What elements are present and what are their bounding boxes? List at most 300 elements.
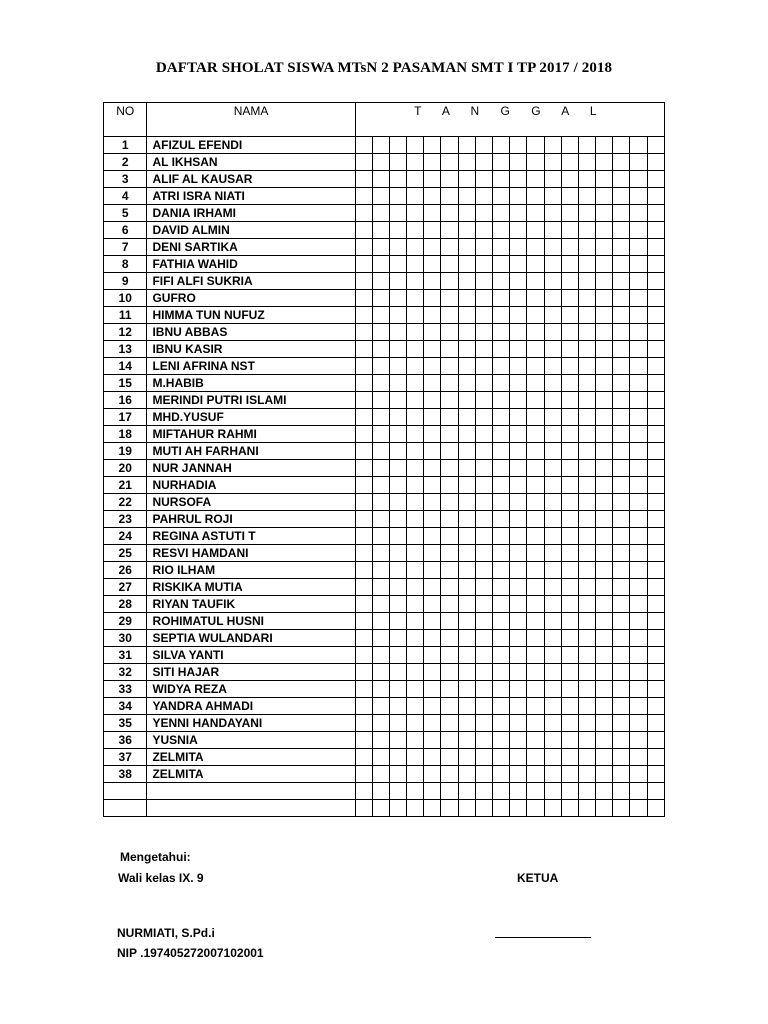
student-name: DAVID ALMIN bbox=[147, 222, 355, 239]
date-cell bbox=[578, 511, 595, 528]
row-number: 1 bbox=[104, 137, 147, 154]
row-number: 19 bbox=[104, 443, 147, 460]
date-cell bbox=[578, 222, 595, 239]
date-cell bbox=[372, 256, 389, 273]
date-cell bbox=[441, 732, 458, 749]
date-cell bbox=[355, 443, 372, 460]
date-cell bbox=[596, 664, 613, 681]
date-cell bbox=[475, 630, 492, 647]
student-name: RISKIKA MUTIA bbox=[147, 579, 355, 596]
date-cell bbox=[407, 256, 424, 273]
date-cell bbox=[441, 596, 458, 613]
date-cell bbox=[630, 426, 647, 443]
date-cell bbox=[407, 698, 424, 715]
date-cell bbox=[613, 681, 630, 698]
date-cell bbox=[407, 154, 424, 171]
date-cell bbox=[647, 205, 664, 222]
table-row bbox=[104, 460, 665, 477]
date-cell bbox=[441, 460, 458, 477]
date-cell bbox=[647, 358, 664, 375]
date-cell bbox=[561, 766, 578, 783]
date-cell bbox=[561, 715, 578, 732]
date-cell bbox=[578, 460, 595, 477]
date-cell bbox=[458, 630, 475, 647]
date-cell bbox=[613, 511, 630, 528]
date-cell bbox=[544, 290, 561, 307]
date-cell bbox=[493, 800, 510, 817]
date-cell bbox=[578, 171, 595, 188]
date-cell bbox=[493, 307, 510, 324]
date-cell bbox=[372, 528, 389, 545]
date-cell bbox=[407, 800, 424, 817]
date-cell bbox=[510, 188, 527, 205]
date-cell bbox=[596, 800, 613, 817]
date-cell bbox=[372, 307, 389, 324]
date-cell bbox=[372, 426, 389, 443]
date-cell bbox=[561, 511, 578, 528]
row-number: 16 bbox=[104, 392, 147, 409]
date-cell bbox=[372, 409, 389, 426]
table-row bbox=[104, 188, 665, 205]
date-cell bbox=[647, 307, 664, 324]
date-cell bbox=[544, 137, 561, 154]
date-cell bbox=[458, 511, 475, 528]
date-cell bbox=[493, 375, 510, 392]
date-cell bbox=[510, 732, 527, 749]
date-cell bbox=[578, 749, 595, 766]
date-cell bbox=[424, 154, 441, 171]
date-cell bbox=[630, 647, 647, 664]
date-cell bbox=[407, 375, 424, 392]
date-cell bbox=[510, 596, 527, 613]
date-cell bbox=[561, 562, 578, 579]
date-cell bbox=[544, 307, 561, 324]
date-cell bbox=[596, 273, 613, 290]
date-cell bbox=[475, 783, 492, 800]
date-cell bbox=[510, 545, 527, 562]
date-cell bbox=[510, 630, 527, 647]
date-cell bbox=[544, 205, 561, 222]
date-cell bbox=[561, 392, 578, 409]
date-cell bbox=[458, 375, 475, 392]
date-cell bbox=[424, 171, 441, 188]
date-cell bbox=[544, 341, 561, 358]
date-cell bbox=[613, 545, 630, 562]
date-cell bbox=[613, 273, 630, 290]
date-cell bbox=[561, 426, 578, 443]
date-cell bbox=[372, 698, 389, 715]
date-cell bbox=[544, 630, 561, 647]
date-cell bbox=[424, 205, 441, 222]
date-cell bbox=[578, 341, 595, 358]
date-cell bbox=[561, 647, 578, 664]
date-cell bbox=[630, 783, 647, 800]
date-cell bbox=[578, 545, 595, 562]
date-cell bbox=[475, 171, 492, 188]
date-cell bbox=[596, 596, 613, 613]
date-cell bbox=[355, 596, 372, 613]
date-cell bbox=[510, 783, 527, 800]
table-row bbox=[104, 562, 665, 579]
date-cell bbox=[389, 426, 406, 443]
date-cell bbox=[441, 681, 458, 698]
date-cell bbox=[372, 171, 389, 188]
date-cell bbox=[613, 341, 630, 358]
date-cell bbox=[407, 766, 424, 783]
date-cell bbox=[441, 783, 458, 800]
date-cell bbox=[424, 528, 441, 545]
date-cell bbox=[510, 511, 527, 528]
date-cell bbox=[475, 460, 492, 477]
date-cell bbox=[424, 732, 441, 749]
table-row bbox=[104, 222, 665, 239]
date-cell bbox=[630, 222, 647, 239]
chair-signature-line bbox=[495, 937, 591, 938]
student-name: M.HABIB bbox=[147, 375, 355, 392]
date-cell bbox=[647, 273, 664, 290]
date-cell bbox=[441, 290, 458, 307]
date-cell bbox=[424, 698, 441, 715]
date-cell bbox=[355, 341, 372, 358]
date-cell bbox=[493, 137, 510, 154]
date-cell bbox=[596, 715, 613, 732]
date-cell bbox=[493, 664, 510, 681]
student-name: NURHADIA bbox=[147, 477, 355, 494]
row-number: 8 bbox=[104, 256, 147, 273]
date-cell bbox=[372, 154, 389, 171]
chair-label: KETUA bbox=[517, 871, 559, 885]
date-cell bbox=[630, 205, 647, 222]
date-cell bbox=[458, 664, 475, 681]
date-cell bbox=[424, 562, 441, 579]
student-name: RIYAN TAUFIK bbox=[147, 596, 355, 613]
student-name: MHD.YUSUF bbox=[147, 409, 355, 426]
date-cell bbox=[407, 392, 424, 409]
date-cell bbox=[613, 222, 630, 239]
date-cell bbox=[527, 222, 544, 239]
table-row bbox=[104, 443, 665, 460]
date-cell bbox=[561, 681, 578, 698]
date-cell bbox=[458, 545, 475, 562]
date-cell bbox=[424, 783, 441, 800]
date-cell bbox=[630, 409, 647, 426]
date-cell bbox=[630, 154, 647, 171]
student-name: FATHIA WAHID bbox=[147, 256, 355, 273]
date-cell bbox=[441, 409, 458, 426]
date-cell bbox=[527, 630, 544, 647]
date-cell bbox=[475, 358, 492, 375]
date-cell bbox=[389, 188, 406, 205]
date-cell bbox=[389, 341, 406, 358]
date-cell bbox=[613, 375, 630, 392]
date-cell bbox=[441, 562, 458, 579]
date-cell bbox=[527, 800, 544, 817]
date-cell bbox=[389, 256, 406, 273]
date-cell bbox=[596, 188, 613, 205]
table-row bbox=[104, 426, 665, 443]
date-cell bbox=[510, 205, 527, 222]
date-cell bbox=[355, 749, 372, 766]
student-name: AFIZUL EFENDI bbox=[147, 137, 355, 154]
date-cell bbox=[372, 732, 389, 749]
date-cell bbox=[493, 783, 510, 800]
date-cell bbox=[372, 664, 389, 681]
date-cell bbox=[630, 681, 647, 698]
date-cell bbox=[424, 749, 441, 766]
date-cell bbox=[424, 375, 441, 392]
date-cell bbox=[561, 375, 578, 392]
date-cell bbox=[441, 749, 458, 766]
date-cell bbox=[647, 460, 664, 477]
table-row bbox=[104, 171, 665, 188]
date-cell bbox=[441, 664, 458, 681]
date-cell bbox=[355, 307, 372, 324]
date-cell bbox=[578, 613, 595, 630]
date-cell bbox=[458, 171, 475, 188]
date-cell bbox=[578, 477, 595, 494]
date-cell bbox=[475, 392, 492, 409]
row-number: 10 bbox=[104, 290, 147, 307]
table-row bbox=[104, 630, 665, 647]
date-cell bbox=[441, 630, 458, 647]
row-number: 30 bbox=[104, 630, 147, 647]
date-cell bbox=[372, 783, 389, 800]
row-number: 26 bbox=[104, 562, 147, 579]
date-cell bbox=[578, 800, 595, 817]
date-cell bbox=[630, 613, 647, 630]
date-cell bbox=[527, 307, 544, 324]
date-cell bbox=[389, 443, 406, 460]
date-cell bbox=[578, 630, 595, 647]
date-cell bbox=[544, 188, 561, 205]
date-cell bbox=[372, 222, 389, 239]
date-cell bbox=[630, 290, 647, 307]
date-cell bbox=[647, 800, 664, 817]
date-cell bbox=[596, 358, 613, 375]
date-cell bbox=[613, 494, 630, 511]
date-cell bbox=[458, 256, 475, 273]
date-cell bbox=[578, 647, 595, 664]
date-cell bbox=[510, 749, 527, 766]
student-name: ZELMITA bbox=[147, 766, 355, 783]
date-cell bbox=[424, 307, 441, 324]
date-cell bbox=[458, 324, 475, 341]
date-cell bbox=[527, 664, 544, 681]
date-cell bbox=[355, 171, 372, 188]
date-cell bbox=[355, 477, 372, 494]
date-cell bbox=[424, 358, 441, 375]
date-cell bbox=[458, 137, 475, 154]
date-cell bbox=[441, 154, 458, 171]
date-cell bbox=[527, 579, 544, 596]
row-number: 29 bbox=[104, 613, 147, 630]
date-cell bbox=[407, 528, 424, 545]
date-cell bbox=[475, 443, 492, 460]
date-cell bbox=[510, 800, 527, 817]
table-row bbox=[104, 596, 665, 613]
date-cell bbox=[630, 188, 647, 205]
date-cell bbox=[458, 392, 475, 409]
date-cell bbox=[475, 545, 492, 562]
date-cell bbox=[355, 256, 372, 273]
date-cell bbox=[407, 511, 424, 528]
date-cell bbox=[544, 222, 561, 239]
student-name: MUTI AH FARHANI bbox=[147, 443, 355, 460]
date-cell bbox=[441, 443, 458, 460]
date-cell bbox=[424, 256, 441, 273]
date-cell bbox=[441, 341, 458, 358]
date-cell bbox=[458, 528, 475, 545]
student-name: PAHRUL ROJI bbox=[147, 511, 355, 528]
date-cell bbox=[389, 681, 406, 698]
date-cell bbox=[441, 766, 458, 783]
date-cell bbox=[493, 562, 510, 579]
table-row bbox=[104, 783, 665, 800]
date-cell bbox=[441, 800, 458, 817]
student-name: FIFI ALFI SUKRIA bbox=[147, 273, 355, 290]
date-cell bbox=[424, 188, 441, 205]
date-cell bbox=[389, 222, 406, 239]
date-cell bbox=[441, 324, 458, 341]
date-cell bbox=[424, 647, 441, 664]
date-cell bbox=[493, 341, 510, 358]
date-cell bbox=[561, 596, 578, 613]
row-number: 5 bbox=[104, 205, 147, 222]
date-cell bbox=[596, 307, 613, 324]
date-cell bbox=[630, 698, 647, 715]
header-name: NAMA bbox=[147, 103, 355, 137]
date-cell bbox=[527, 256, 544, 273]
date-cell bbox=[493, 443, 510, 460]
date-cell bbox=[578, 256, 595, 273]
date-cell bbox=[407, 477, 424, 494]
date-cell bbox=[441, 273, 458, 290]
date-cell bbox=[561, 732, 578, 749]
date-cell bbox=[441, 698, 458, 715]
date-cell bbox=[596, 511, 613, 528]
student-name: ZELMITA bbox=[147, 749, 355, 766]
date-cell bbox=[372, 715, 389, 732]
date-cell bbox=[458, 222, 475, 239]
date-cell bbox=[389, 324, 406, 341]
row-number: 32 bbox=[104, 664, 147, 681]
date-cell bbox=[424, 766, 441, 783]
date-cell bbox=[647, 681, 664, 698]
date-cell bbox=[544, 426, 561, 443]
date-cell bbox=[596, 647, 613, 664]
teacher-name: NURMIATI, S.Pd.i bbox=[117, 926, 215, 940]
date-cell bbox=[647, 596, 664, 613]
date-cell bbox=[527, 596, 544, 613]
date-cell bbox=[510, 409, 527, 426]
date-cell bbox=[372, 800, 389, 817]
date-cell bbox=[407, 273, 424, 290]
date-cell bbox=[475, 494, 492, 511]
date-cell bbox=[407, 443, 424, 460]
date-cell bbox=[441, 545, 458, 562]
date-cell bbox=[355, 460, 372, 477]
date-cell bbox=[424, 800, 441, 817]
date-cell bbox=[475, 188, 492, 205]
date-cell bbox=[613, 562, 630, 579]
row-number bbox=[104, 800, 147, 817]
student-name: YANDRA AHMADI bbox=[147, 698, 355, 715]
date-cell bbox=[613, 324, 630, 341]
date-cell bbox=[630, 732, 647, 749]
date-cell bbox=[647, 749, 664, 766]
date-cell bbox=[372, 647, 389, 664]
table-row bbox=[104, 477, 665, 494]
date-cell bbox=[493, 239, 510, 256]
date-cell bbox=[647, 426, 664, 443]
table-row bbox=[104, 766, 665, 783]
date-cell bbox=[389, 766, 406, 783]
date-cell bbox=[510, 664, 527, 681]
date-cell bbox=[355, 392, 372, 409]
date-cell bbox=[596, 630, 613, 647]
date-cell bbox=[493, 613, 510, 630]
date-cell bbox=[561, 358, 578, 375]
date-cell bbox=[544, 681, 561, 698]
date-cell bbox=[561, 205, 578, 222]
date-cell bbox=[389, 358, 406, 375]
date-cell bbox=[510, 171, 527, 188]
document-title: DAFTAR SHOLAT SISWA MTsN 2 PASAMAN SMT I TP 2017 / 2018 bbox=[155, 60, 613, 76]
acknowledged-label: Mengetahui: bbox=[120, 850, 191, 864]
student-name: SITI HAJAR bbox=[147, 664, 355, 681]
row-number: 2 bbox=[104, 154, 147, 171]
date-cell bbox=[561, 341, 578, 358]
table-row bbox=[104, 137, 665, 154]
row-number: 38 bbox=[104, 766, 147, 783]
date-cell bbox=[578, 664, 595, 681]
date-cell bbox=[527, 358, 544, 375]
row-number: 3 bbox=[104, 171, 147, 188]
date-cell bbox=[544, 766, 561, 783]
date-cell bbox=[372, 460, 389, 477]
date-cell bbox=[493, 392, 510, 409]
date-cell bbox=[475, 205, 492, 222]
date-cell bbox=[544, 392, 561, 409]
date-cell bbox=[475, 664, 492, 681]
date-cell bbox=[355, 698, 372, 715]
date-cell bbox=[561, 409, 578, 426]
date-cell bbox=[578, 205, 595, 222]
table-row bbox=[104, 664, 665, 681]
date-cell bbox=[493, 188, 510, 205]
date-cell bbox=[527, 732, 544, 749]
date-cell bbox=[630, 562, 647, 579]
date-cell bbox=[355, 409, 372, 426]
date-cell bbox=[578, 528, 595, 545]
table-row bbox=[104, 205, 665, 222]
date-cell bbox=[389, 647, 406, 664]
date-cell bbox=[458, 579, 475, 596]
date-cell bbox=[527, 783, 544, 800]
date-cell bbox=[527, 545, 544, 562]
date-cell bbox=[578, 137, 595, 154]
date-cell bbox=[544, 545, 561, 562]
date-cell bbox=[613, 188, 630, 205]
student-name: MERINDI PUTRI ISLAMI bbox=[147, 392, 355, 409]
date-cell bbox=[355, 664, 372, 681]
date-cell bbox=[475, 375, 492, 392]
row-number: 35 bbox=[104, 715, 147, 732]
date-cell bbox=[544, 409, 561, 426]
date-cell bbox=[372, 613, 389, 630]
table-row bbox=[104, 375, 665, 392]
date-cell bbox=[596, 766, 613, 783]
